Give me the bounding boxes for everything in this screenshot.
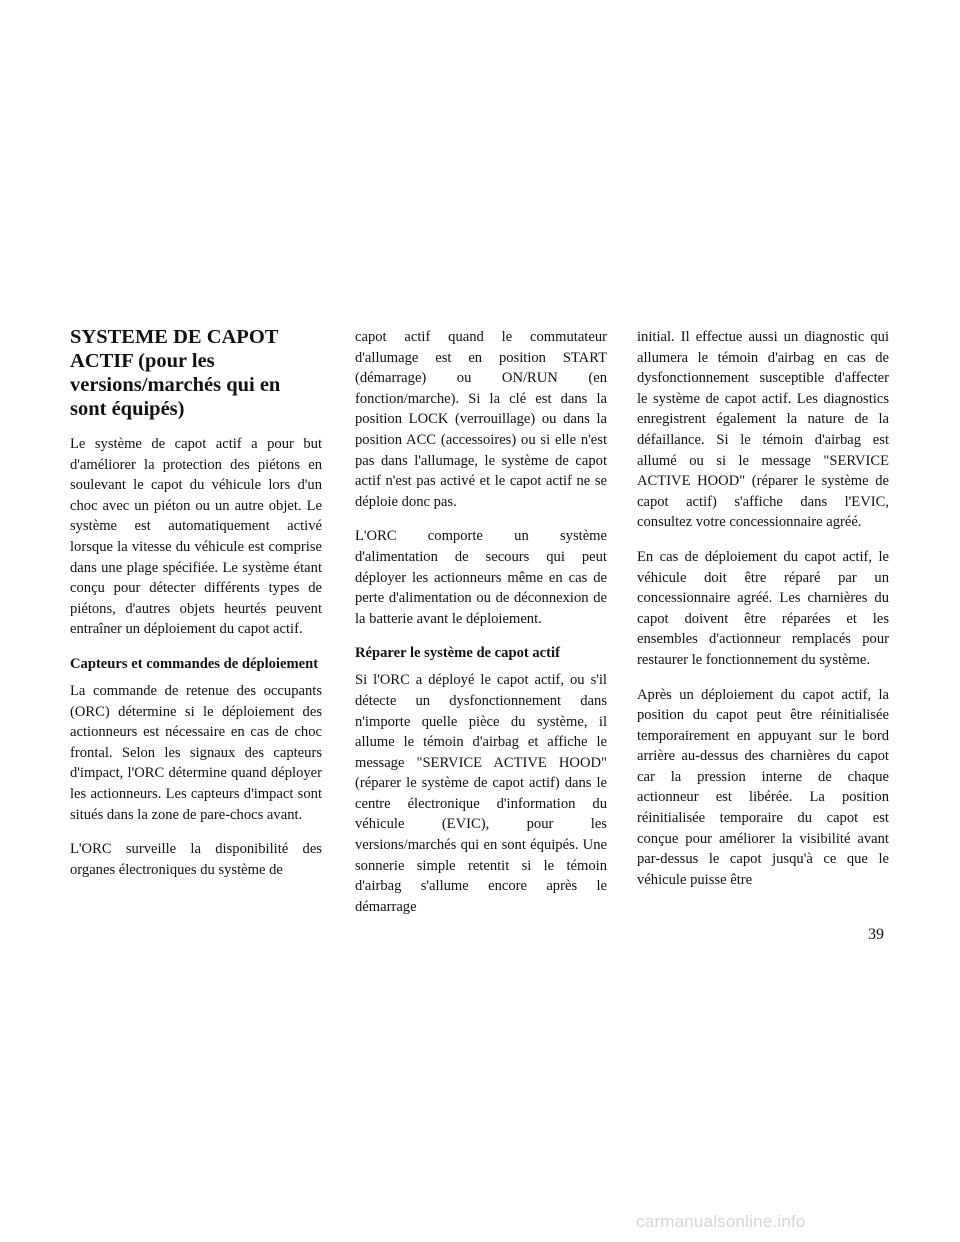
sensors-heading: Capteurs et commandes de déploiement: [70, 655, 319, 672]
column-3: [637, 327, 889, 904]
watermark[interactable]: carmanualsonline.info: [636, 1212, 806, 1231]
sensors-paragraph-2-start: L'ORC surveille la disponibilité des organes électroniques du système de: [70, 841, 322, 878]
column-1: [70, 325, 322, 894]
section-title: SYSTEME DE CAPOT ACTIF (pour les versions/marchés qui en sont équipés): [70, 326, 281, 420]
repair-heading: Réparer le système de capot actif: [355, 645, 560, 662]
repair-paragraph-2: En cas de déploiement du capot actif, le véhicule doit être réparé par un concessionnaire agréé. Les charnières du capot doivent être réparées et les ensembles d'actionneur remplacés pour restaurer le fonctionnement du système.: [637, 548, 889, 668]
column-2: [355, 327, 607, 931]
repair-paragraph-3: Après un déploiement du capot actif, la position du capot peut être réinitialisée temporairement en appuyant sur le bord arrière au-dessus des charnières du capot car la pression interne de chaque actionneur est libérée. La position réinitialisée temporaire du capot est conçue pour améliorer la visibilité avant par-dessus le capot jusqu'à ce que le véhicule puisse être: [637, 686, 889, 888]
intro-paragraph: Le système de capot actif a pour but d'améliorer la protection des piétons en soulevant le capot du véhicule lors d'un choc avec un piéton ou un autre objet. Le système est automatiquement activé lorsque la vitesse du véhicule est comprise dans une plage spécifiée. Le système étant conçu pour détecter différents types de piétons, d'autres objets heurtés peuvent entraîner un déploiement du capot actif.: [70, 436, 322, 638]
repair-paragraph-1-end: initial. Il effectue aussi un diagnostic qui allumera le témoin d'airbag en cas de dysfonctionnement susceptible d'affecter le système de capot actif. Les diagnostics enregistrent également la nature de la défaillance. Si le témoin d'airbag est allumé ou si le message "SERVICE ACTIVE HOOD" (réparer le système de capot actif) s'affiche dans l'EVIC, consultez votre concessionnaire agréé.: [637, 329, 889, 531]
sensors-paragraph-3: L'ORC comporte un système d'alimentation de secours qui peut déployer les actionneurs même en cas de perte d'alimentation ou de déconnexion de la batterie avant le déploiement.: [355, 528, 607, 627]
repair-paragraph-1-start: Si l'ORC a déployé le capot actif, ou s'il détecte un dysfonctionnement dans n'importe quelle pièce du système, il allume le témoin d'airbag et affiche le message "SERVICE ACTIVE HOOD" (réparer le système de capot actif) dans le centre électronique d'information du véhicule (EVIC), pour les versions/marchés qui en sont équipés. Une sonnerie simple retentit si le témoin d'airbag s'allume encore après le démarrage: [355, 672, 607, 915]
sensors-paragraph-2-end: capot actif quand le commutateur d'allumage est en position START (démarrage) ou ON/RUN (en fonction/marche). Si la clé est dans la position LOCK (verrouillage) ou dans la position ACC (accessoires) ou si elle n'est pas dans l'allumage, le système de capot actif n'est pas activé et le capot actif ne se déploie donc pas.: [355, 329, 607, 510]
page-number: 39: [868, 926, 884, 943]
sensors-paragraph-1: La commande de retenue des occupants (ORC) détermine si le déploiement des actionneurs est nécessaire en cas de choc frontal. Selon les signaux des capteurs d'impact, l'ORC détermine quand déployer les actionneurs. Les capteurs d'impact sont situés dans la zone de pare-chocs avant.: [70, 682, 322, 823]
